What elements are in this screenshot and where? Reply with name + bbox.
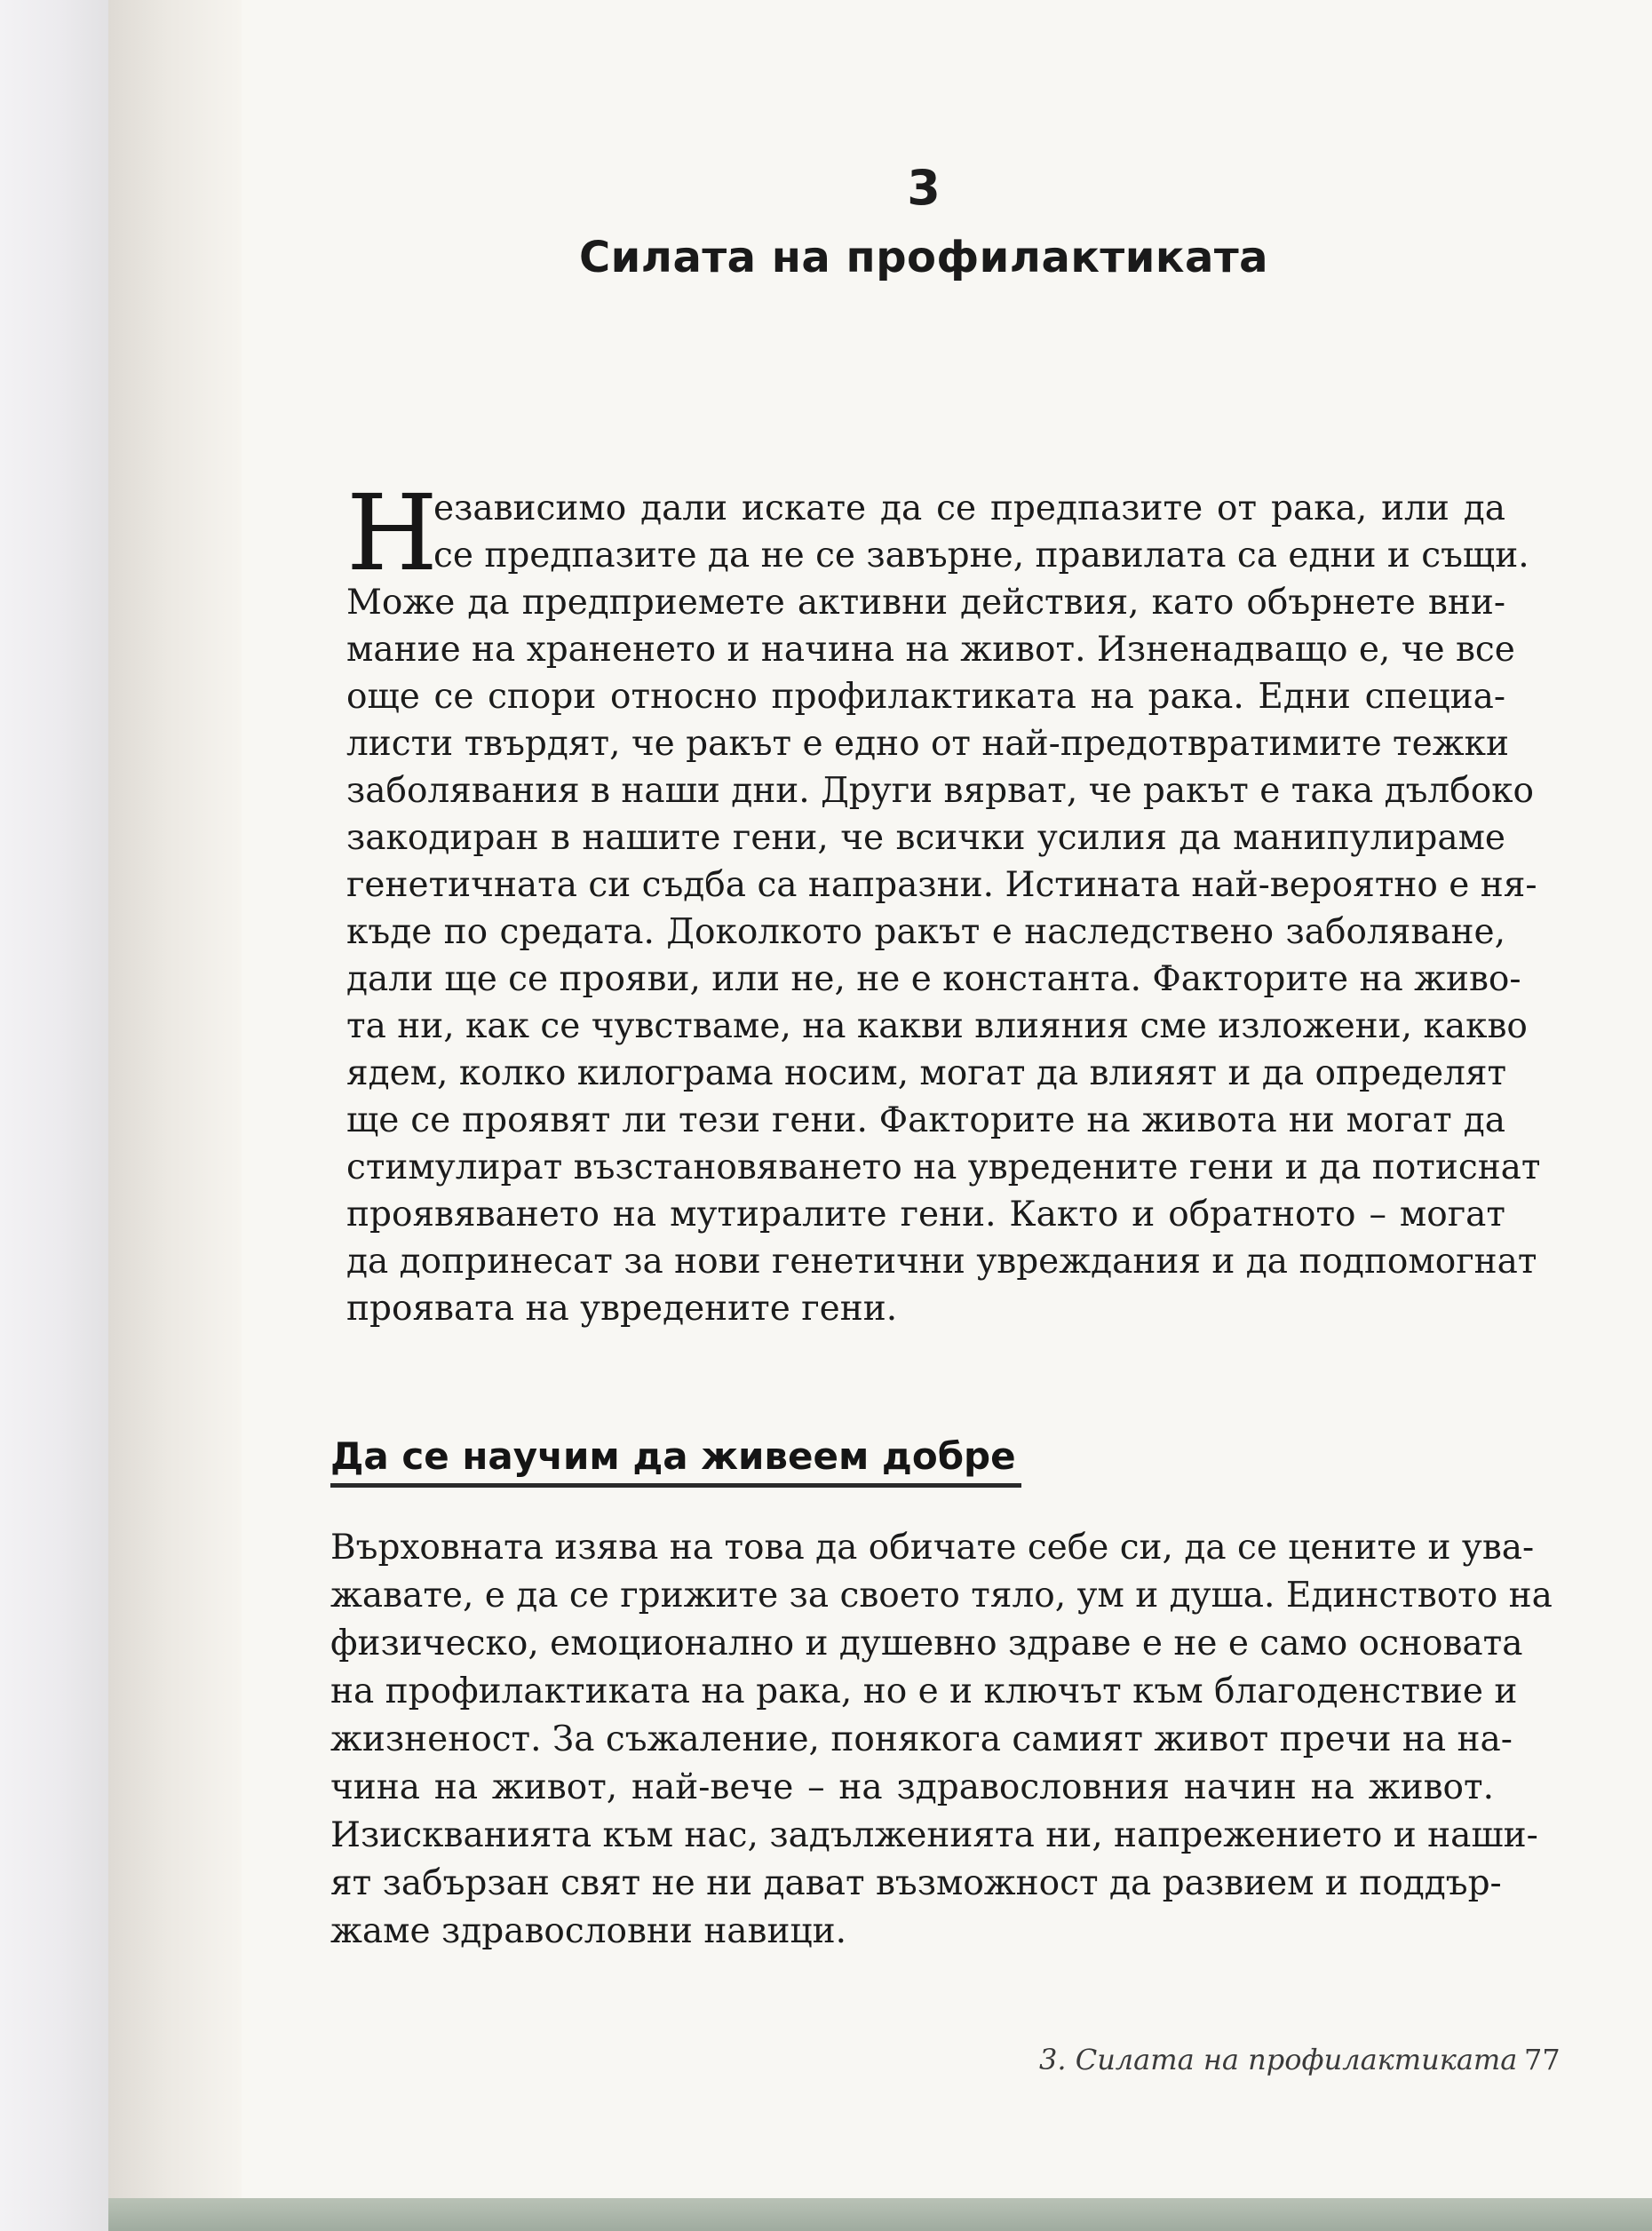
paragraph-line: жаме здравословни навици. bbox=[330, 1911, 846, 1951]
previous-page-edge bbox=[0, 0, 109, 2231]
paragraph-line: на профилактиката на рака, но е и ключът към благоденствие и bbox=[330, 1671, 1518, 1711]
section-heading: Да се научим да живеем добре bbox=[330, 1434, 1016, 1478]
paragraph-line: чина на живот, най-вече – на здравословния начин на живот. bbox=[330, 1767, 1494, 1807]
paragraph-line: още се спори относно профилактиката на рака. Едни специа- bbox=[346, 677, 1505, 717]
paragraph-line: дали ще се прояви, или не, не е константа. Факторите на живо- bbox=[346, 959, 1521, 999]
paragraph-line: заболявания в наши дни. Други вярват, че ракът е така дълбоко bbox=[346, 771, 1535, 811]
paragraph-line: къде по средата. Доколкото ракът е наследствено заболяване, bbox=[346, 912, 1505, 952]
section-paragraph bbox=[330, 1524, 1553, 1956]
paragraph-line: закодиран в нашите гени, че всички усилия да манипулираме bbox=[346, 818, 1505, 858]
paragraph-line: да допринесат за нови генетични увреждания и да подпомогнат bbox=[346, 1242, 1537, 1282]
paragraph-line: Върховната изява на това да обичате себе си, да се цените и ува- bbox=[330, 1528, 1535, 1568]
paragraph-line: ят забързан свят не ни дават възможност да развием и поддър- bbox=[330, 1863, 1502, 1903]
book-gutter bbox=[108, 0, 242, 2231]
paragraph-line: жавате, е да се грижите за своето тяло, ум и душа. Единството на bbox=[330, 1576, 1553, 1616]
paragraph-line: генетичната си съдба са напразни. Истината най-вероятно е ня- bbox=[346, 865, 1537, 905]
paragraph-line: Изискванията към нас, задълженията ни, напрежението и наши- bbox=[330, 1815, 1538, 1855]
paragraph-line: ще се проявят ли тези гени. Факторите на живота ни могат да bbox=[346, 1100, 1505, 1140]
running-footer-title: 3. Силата на профилактиката bbox=[1039, 2043, 1518, 2076]
page-number: 77 bbox=[1524, 2043, 1561, 2076]
chapter-number: 3 bbox=[907, 160, 941, 216]
paragraph-line: Може да предприемете активни действия, като обърнете вни- bbox=[346, 583, 1505, 623]
intro-paragraph bbox=[346, 472, 1541, 1332]
paragraph-line: листи твърдят, че ракът е едно от най-предотвратимите тежки bbox=[346, 724, 1509, 764]
chapter-title: Силата на профилактиката bbox=[578, 233, 1269, 282]
paragraph-line: та ни, как се чувстваме, на какви влияния сме изложени, какво bbox=[346, 1006, 1528, 1046]
paragraph-line: ядем, колко килограма носим, могат да влияят и да определят bbox=[346, 1053, 1507, 1093]
paragraph-line: мание на храненето и начина на живот. Изненадващо е, че все bbox=[346, 630, 1515, 670]
section-heading-underline bbox=[330, 1483, 1021, 1488]
drop-cap: Н bbox=[346, 472, 438, 594]
paragraph-line: езависимо дали искате да се предпазите от рака, или да bbox=[433, 488, 1505, 528]
paragraph-line: жизненост. За съжаление, понякога самият живот пречи на на- bbox=[330, 1719, 1513, 1759]
paragraph-line: проявяването на мутиралите гени. Както и обратното – могат bbox=[346, 1195, 1505, 1235]
paragraph-line: се предпазите да не се завърне, правилата са едни и същи. bbox=[433, 536, 1529, 576]
scanner-bottom-edge bbox=[108, 2198, 1652, 2231]
paragraph-line: стимулират възстановяването на увредените гени и да потиснат bbox=[346, 1147, 1541, 1187]
paragraph-line: проявата на увредените гени. bbox=[346, 1289, 898, 1329]
paragraph-line: физическо, емоционално и душевно здраве е не е само основата bbox=[330, 1624, 1523, 1663]
